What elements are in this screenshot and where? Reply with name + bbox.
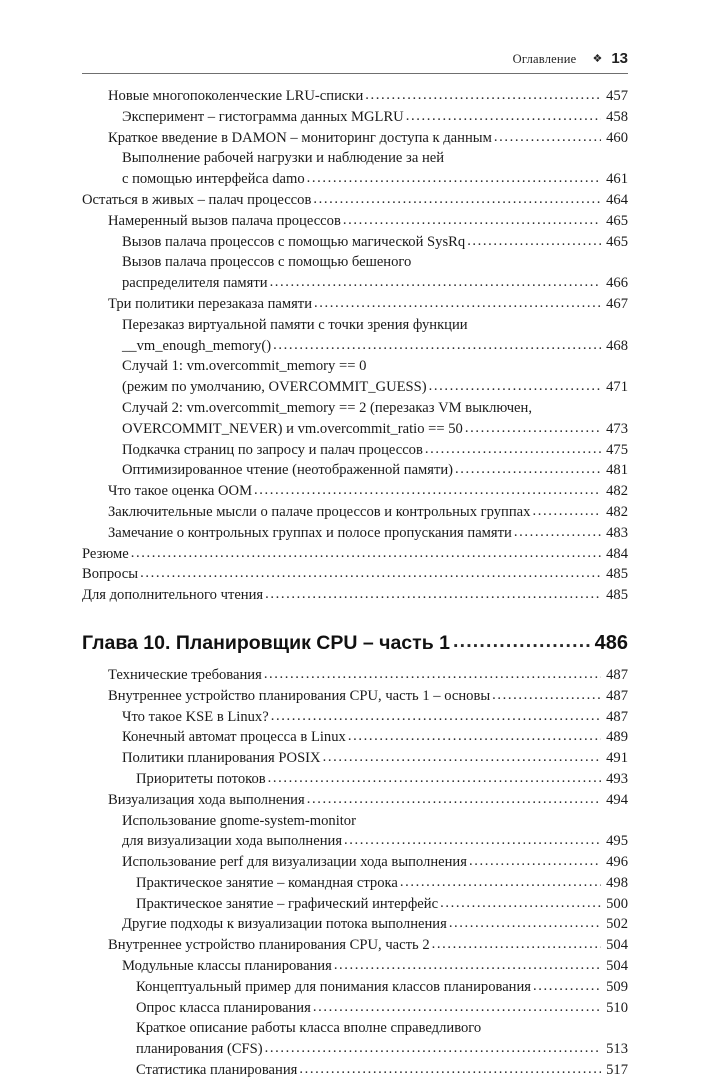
toc-entry-title: распределителя памяти — [122, 275, 268, 292]
toc-entry[interactable] — [122, 460, 628, 481]
toc-entry-title: Резюме — [82, 545, 129, 562]
toc-entry-page-number: 467 — [606, 295, 628, 312]
toc-entry-line — [136, 998, 628, 1019]
toc-entry-wrapped-line: Использование gnome-system-monitor — [122, 812, 356, 829]
toc-entry-page-number: 471 — [606, 379, 628, 396]
running-head-title: Оглавление — [512, 52, 577, 66]
toc-entry-title: Три политики перезаказа памяти — [108, 295, 312, 312]
toc-dot-leader — [270, 272, 601, 293]
toc-entry-line — [122, 336, 628, 357]
toc-dot-leader — [313, 189, 601, 210]
toc-entry-line — [136, 1039, 628, 1060]
toc-entry-page-number: 500 — [606, 895, 628, 912]
toc-entry-page-number: 517 — [606, 1062, 628, 1079]
toc-entry[interactable] — [108, 523, 628, 544]
chapter-dot-leader — [453, 628, 593, 654]
toc-entry-title: Вызов палача процессов с помощью магической SysRq — [122, 233, 466, 250]
toc-dot-leader — [449, 913, 601, 934]
toc-entry-line — [108, 686, 628, 707]
toc-entry-line — [122, 460, 628, 481]
toc-entry-line — [108, 523, 628, 544]
toc-dot-leader — [344, 830, 601, 851]
toc-entry-title: Эксперимент – гистограмма данных MGLRU — [122, 108, 404, 125]
toc-dot-leader — [271, 706, 601, 727]
table-of-contents — [82, 86, 628, 1081]
toc-entry-page-number: 504 — [606, 937, 628, 954]
toc-entry[interactable] — [136, 769, 628, 790]
toc-entry-line — [122, 831, 628, 852]
toc-entry[interactable] — [122, 914, 628, 935]
toc-dot-leader — [455, 459, 601, 480]
toc-dot-leader — [314, 293, 601, 314]
toc-entry-title: для визуализации хода выполнения — [122, 833, 343, 850]
toc-entry-page-number: 465 — [606, 233, 628, 250]
toc-entry-line — [122, 727, 628, 748]
toc-entry[interactable] — [82, 585, 628, 606]
toc-entry-page-number: 487 — [606, 687, 628, 704]
toc-entry-title: Подкачка страниц по запросу и палач процессов — [122, 441, 423, 458]
toc-entry-line — [136, 1060, 628, 1081]
toc-entry[interactable] — [122, 148, 628, 190]
toc-dot-leader — [440, 893, 601, 914]
toc-dot-leader — [432, 934, 601, 955]
toc-entry-title: Концептуальный пример для понимания классов планирования — [136, 978, 532, 995]
toc-dot-leader — [492, 685, 601, 706]
toc-entry-page-number: 461 — [606, 171, 628, 188]
toc-entry-page-number: 468 — [606, 337, 628, 354]
toc-entry-line — [122, 169, 628, 190]
page-folio-number: 13 — [611, 50, 628, 67]
toc-entry[interactable] — [108, 665, 628, 686]
toc-dot-leader — [131, 543, 601, 564]
toc-entry-page-number: 475 — [606, 441, 628, 458]
toc-entry[interactable] — [122, 440, 628, 461]
toc-entry-title: Модульные классы планирования — [122, 958, 332, 975]
toc-entry-title: Для дополнительного чтения — [82, 587, 264, 604]
toc-entry-title: Конечный автомат процесса в Linux — [122, 729, 346, 746]
toc-dot-leader — [334, 955, 601, 976]
toc-entry[interactable] — [136, 977, 628, 998]
toc-dot-leader — [265, 1038, 601, 1059]
toc-entry-title: Оптимизированное чтение (неотображенной памяти) — [122, 462, 454, 479]
toc-entry[interactable] — [122, 315, 628, 357]
toc-entry-wrapped-line: Краткое описание работы класса вполне справедливого — [136, 1020, 482, 1037]
toc-entry-title: Остаться в живых – палач процессов — [82, 191, 312, 208]
toc-dot-leader — [343, 210, 601, 231]
toc-entry-line — [82, 544, 628, 565]
toc-entry[interactable] — [122, 232, 628, 253]
toc-entry-line — [136, 873, 628, 894]
toc-entry[interactable] — [122, 748, 628, 769]
toc-entry-title: планирования (CFS) — [136, 1041, 263, 1058]
toc-entry[interactable] — [136, 998, 628, 1019]
chapter-page-number: 486 — [594, 631, 628, 654]
toc-entry-line — [122, 107, 628, 128]
toc-entry[interactable] — [122, 811, 628, 853]
header-rule-divider — [82, 73, 628, 74]
toc-entry-title: (режим по умолчанию, OVERCOMMIT_GUESS) — [122, 379, 427, 396]
toc-entry[interactable] — [82, 564, 628, 585]
toc-entry-page-number: 458 — [606, 108, 628, 125]
toc-entry-title: Приоритеты потоков — [136, 770, 266, 787]
toc-entry-line — [108, 128, 628, 149]
toc-entry[interactable] — [108, 935, 628, 956]
toc-entry-page-number: 457 — [606, 88, 628, 104]
toc-entry[interactable] — [108, 86, 628, 107]
toc-entry-line — [136, 977, 628, 998]
toc-entry-page-number: 494 — [606, 791, 628, 808]
toc-entry-line — [82, 190, 628, 211]
toc-dot-leader — [465, 418, 601, 439]
toc-entry-page-number: 483 — [606, 524, 628, 541]
toc-entry-page-number: 496 — [606, 854, 628, 871]
toc-dot-leader — [273, 335, 601, 356]
toc-entry-line — [122, 748, 628, 769]
toc-entry-page-number: 460 — [606, 129, 628, 146]
toc-entry[interactable] — [108, 481, 628, 502]
toc-entry-title: OVERCOMMIT_NEVER) и vm.overcommit_ratio == 50 — [122, 420, 463, 437]
toc-dot-leader — [533, 976, 601, 997]
toc-entry-title: Визуализация хода выполнения — [108, 791, 305, 808]
toc-entry-title: Практическое занятие – графический интерфейс — [136, 895, 439, 912]
toc-entry-title: Внутреннее устройство планирования CPU, часть 2 — [108, 937, 430, 954]
toc-entry-title: Что такое KSE в Linux? — [122, 708, 269, 725]
toc-entry-page-number: 493 — [606, 770, 628, 787]
toc-entry[interactable] — [122, 356, 628, 398]
toc-entry[interactable] — [108, 502, 628, 523]
toc-dot-leader — [514, 522, 601, 543]
toc-dot-leader — [469, 851, 601, 872]
toc-entry-title: Новые многопоколенческие LRU-списки — [108, 88, 364, 104]
toc-dot-leader — [425, 439, 601, 460]
toc-dot-leader — [406, 106, 601, 127]
toc-entry-line — [122, 440, 628, 461]
toc-entry-line — [122, 232, 628, 253]
toc-entry-title: Вопросы — [82, 566, 139, 583]
toc-entry[interactable] — [122, 727, 628, 748]
toc-entry-page-number: 495 — [606, 833, 628, 850]
toc-entry-wrapped-line: Случай 1: vm.overcommit_memory == 0 — [122, 358, 367, 375]
toc-entry-wrapped-line: Вызов палача процессов с помощью бешеного — [122, 254, 412, 271]
toc-entry-line — [122, 707, 628, 728]
toc-entry-page-number: 482 — [606, 483, 628, 500]
toc-entry-title: Заключительные мысли о палаче процессов и контрольных группах — [108, 503, 531, 520]
toc-dot-leader — [307, 789, 601, 810]
toc-dot-leader — [264, 664, 601, 685]
running-head — [82, 50, 628, 67]
toc-entry-line — [122, 914, 628, 935]
toc-entry-line — [122, 852, 628, 873]
toc-entry-page-number: 485 — [606, 566, 628, 583]
toc-entry-line — [136, 894, 628, 915]
toc-entry-line — [122, 419, 628, 440]
toc-entry-page-number: 513 — [606, 1041, 628, 1058]
toc-entry-line — [108, 665, 628, 686]
toc-entry[interactable] — [122, 107, 628, 128]
toc-entry-title: Другие подходы к визуализации потока выполнения — [122, 916, 447, 933]
toc-entry-page-number: 481 — [606, 462, 628, 479]
toc-dot-leader — [268, 768, 601, 789]
toc-dot-leader — [323, 747, 601, 768]
toc-entry-line — [122, 273, 628, 294]
toc-dot-leader — [348, 726, 601, 747]
toc-dot-leader — [307, 168, 601, 189]
toc-entry-title: Внутреннее устройство планирования CPU, часть 1 – основы — [108, 687, 491, 704]
toc-entry[interactable] — [82, 544, 628, 565]
toc-dot-leader — [532, 501, 601, 522]
toc-entry-line — [108, 294, 628, 315]
toc-entry-page-number: 487 — [606, 666, 628, 683]
toc-entry-line — [108, 211, 628, 232]
toc-entry-line — [108, 86, 628, 107]
toc-entry-line — [82, 564, 628, 585]
toc-entry-title: __vm_enough_memory() — [122, 337, 272, 354]
toc-dot-leader — [467, 231, 601, 252]
toc-dot-leader — [254, 480, 601, 501]
toc-entry[interactable] — [108, 211, 628, 232]
toc-dot-leader — [140, 563, 601, 584]
toc-entry[interactable] — [122, 852, 628, 873]
toc-dot-leader — [365, 85, 601, 106]
toc-entry-title: Использование perf для визуализации хода выполнения — [122, 854, 467, 871]
toc-entry[interactable] — [108, 128, 628, 149]
toc-entry-wrapped-line: Случай 2: vm.overcommit_memory == 2 (перезаказ VM выключен, — [122, 399, 532, 416]
toc-entry-page-number: 509 — [606, 978, 628, 995]
toc-entry[interactable] — [108, 790, 628, 811]
toc-entry-title: Краткое введение в DAMON – мониторинг доступа к данным — [108, 129, 492, 146]
toc-entry-page-number: 473 — [606, 420, 628, 437]
toc-entry-page-number: 464 — [606, 191, 628, 208]
toc-entry[interactable] — [136, 873, 628, 894]
toc-entry-page-number: 466 — [606, 275, 628, 292]
toc-entry-title: Политики планирования POSIX — [122, 750, 321, 767]
toc-entry-line — [122, 377, 628, 398]
toc-entry-title: Намеренный вызов палача процессов — [108, 212, 341, 229]
toc-entry-wrapped-line: Перезаказ виртуальной памяти с точки зрения функции — [122, 316, 468, 333]
toc-entry-page-number: 482 — [606, 503, 628, 520]
toc-entry[interactable] — [136, 1060, 628, 1081]
toc-entry-page-number: 489 — [606, 729, 628, 746]
toc-entry-page-number: 487 — [606, 708, 628, 725]
toc-entry[interactable] — [122, 956, 628, 977]
toc-entry[interactable] — [122, 707, 628, 728]
toc-entry[interactable] — [108, 686, 628, 707]
toc-entry-page-number: 491 — [606, 750, 628, 767]
toc-dot-leader — [299, 1059, 601, 1080]
chapter-heading-entry[interactable] — [82, 630, 628, 656]
toc-entry-title: Технические требования — [108, 666, 262, 683]
toc-entry-line — [108, 502, 628, 523]
toc-entry[interactable] — [136, 1018, 628, 1060]
toc-entry-title: Статистика планирования — [136, 1062, 298, 1079]
toc-entry[interactable] — [82, 190, 628, 211]
toc-entry-title: Что такое оценка OOM — [108, 483, 253, 500]
toc-entry[interactable] — [136, 894, 628, 915]
toc-entry-page-number: 510 — [606, 999, 628, 1016]
toc-entry-title: с помощью интерфейса damo — [122, 171, 305, 188]
toc-entry-page-number: 502 — [606, 916, 628, 933]
toc-dot-leader — [429, 376, 601, 397]
toc-entry-wrapped-line: Выполнение рабочей нагрузки и наблюдение за ней — [122, 150, 445, 167]
toc-entry-line — [136, 769, 628, 790]
toc-entry-page-number: 498 — [606, 874, 628, 891]
toc-entry[interactable] — [122, 398, 628, 440]
toc-entry-page-number: 504 — [606, 958, 628, 975]
diamond-ornament-icon: ❖ — [592, 53, 603, 65]
toc-entry-page-number: 485 — [606, 587, 628, 604]
toc-entry-page-number: 465 — [606, 212, 628, 229]
toc-entry-line — [108, 481, 628, 502]
toc-entry[interactable] — [122, 252, 628, 294]
toc-section-before-chapter — [82, 86, 628, 606]
toc-entry-line — [108, 790, 628, 811]
toc-entry-line — [108, 935, 628, 956]
toc-dot-leader — [400, 872, 601, 893]
toc-dot-leader — [265, 584, 601, 605]
toc-entry-title: Опрос класса планирования — [136, 999, 311, 1016]
toc-entry-line — [82, 585, 628, 606]
toc-entry-title: Замечание о контрольных группах и полосе пропускания памяти — [108, 524, 512, 541]
toc-entry[interactable] — [108, 294, 628, 315]
toc-dot-leader — [494, 127, 601, 148]
toc-entry-page-number: 484 — [606, 545, 628, 562]
chapter-heading-title: Глава 10. Планировщик CPU – часть 1 — [82, 631, 450, 654]
toc-entry-title: Практическое занятие – командная строка — [136, 874, 398, 891]
toc-section-after-chapter — [82, 665, 628, 1081]
toc-entry-line — [122, 956, 628, 977]
